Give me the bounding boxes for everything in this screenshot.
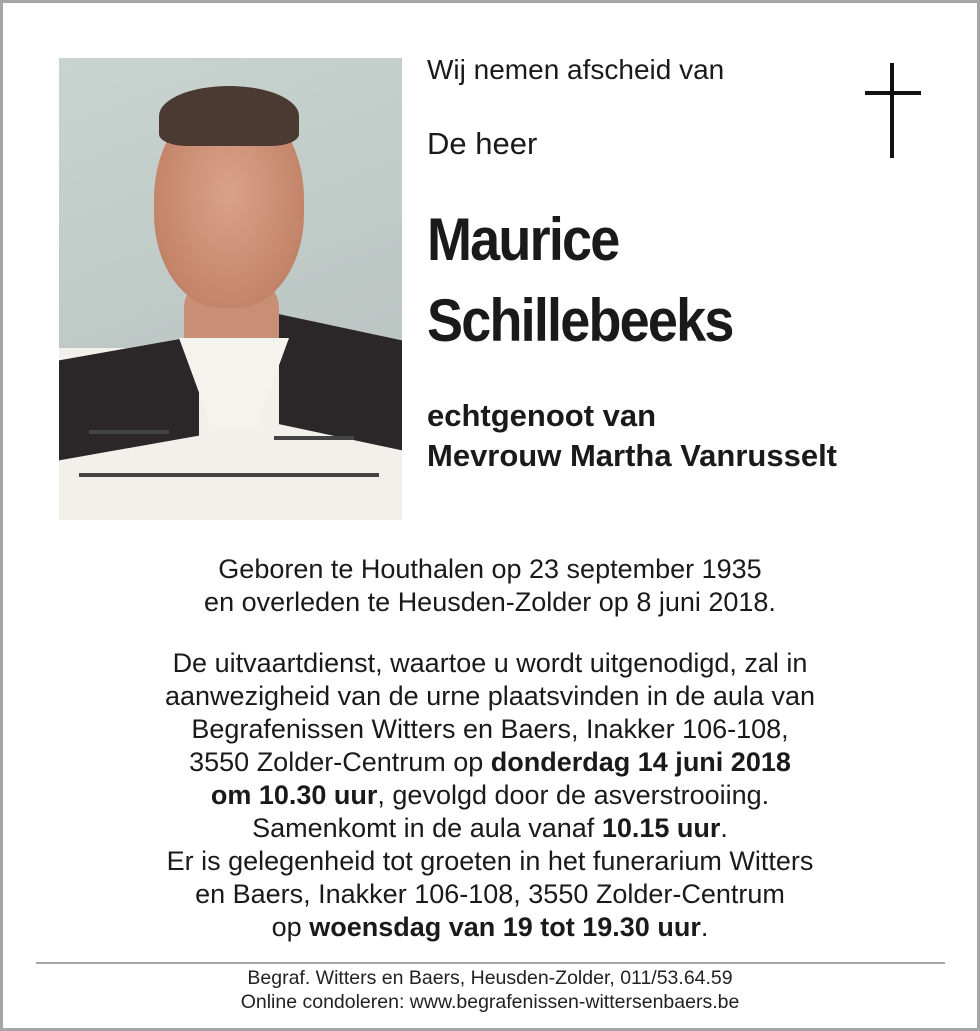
intro-text: Wij nemen afscheid van (427, 54, 725, 85)
service-line: en Baers, Inakker 106-108, 3550 Zolder-Centrum (195, 879, 785, 909)
cross-icon (865, 63, 921, 158)
service-line (40, 779, 940, 812)
visitation-time: woensdag van 19 tot 19.30 uur (309, 912, 701, 942)
service-time: om 10.30 uur (210, 780, 378, 810)
spouse-name: Mevrouw Martha Vanrusselt (427, 438, 838, 473)
death-line: en overleden te Heusden-Zolder op 8 juni 2018. (204, 587, 776, 617)
birth-death-info (40, 553, 940, 619)
title-text: De heer (427, 126, 538, 161)
service-line: Begrafenissen Witters en Baers, Inakker 106-108, (191, 714, 789, 744)
birth-line: Geboren te Houthalen op 23 september 1935 (218, 554, 762, 584)
service-line (40, 746, 940, 779)
online-condolence-link[interactable]: Online condoleren: www.begrafenissen-wittersenbaers.be (240, 991, 740, 1013)
service-line: De uitvaartdienst, waartoe u wordt uitgenodigd, zal in (172, 648, 808, 678)
service-text: . (700, 912, 709, 942)
service-text: 3550 Zolder-Centrum op (189, 747, 491, 777)
funeral-home-contact: Begraf. Witters en Baers, Heusden-Zolder, 011/53.64.59 (247, 967, 733, 989)
service-line: Er is gelegenheid tot groeten in het funerarium Witters (166, 846, 814, 876)
first-name: Maurice (427, 206, 619, 273)
spouse-label: echtgenoot van (427, 398, 657, 433)
service-text: . (720, 813, 728, 843)
service-text: , gevolgd door de asverstrooiing. (377, 780, 770, 810)
portrait-photo (59, 58, 402, 520)
footer-divider (36, 962, 945, 964)
gathering-time: 10.15 uur (601, 813, 721, 843)
service-line (40, 911, 940, 944)
service-date: donderdag 14 juni 2018 (490, 747, 791, 777)
service-text: op (271, 912, 310, 942)
service-text: Samenkomt in de aula vanaf (252, 813, 602, 843)
service-info (40, 647, 940, 944)
last-name: Schillebeeks (427, 287, 733, 354)
footer (40, 966, 940, 1014)
service-line: aanwezigheid van de urne plaatsvinden in de aula van (165, 681, 815, 711)
service-line (40, 812, 940, 845)
